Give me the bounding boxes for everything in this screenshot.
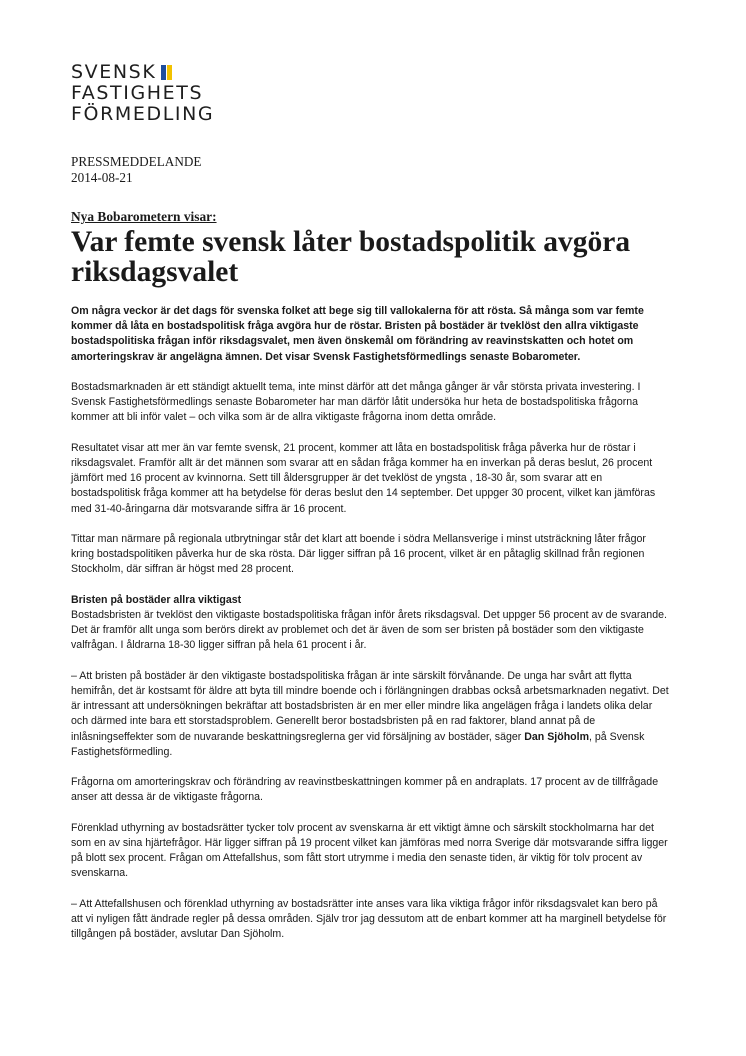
quote-text: – Att bristen på bostäder är den viktigaste bostadspolitiska frågan är inte särskilt förvånande. De unga har svårt att flytta hemifrån, det är kostsamt för äldre att byta till mindre boende och i förlängningen drabbas också arbetsmarknaden negativt. Det är intressant att undersökningen bekräftar att bostadsbristen är en mer eller mindre lika angelägen fråga i landets olika delar och därmed inte bara ett storstadsproblem. Generellt beror bostadsbristen på en rad faktorer, bland annat på de inlåsningseffekter som de nuvarande beskattningsreglerna ger vid försäljning av bostäder, säger bbox=[71, 669, 669, 743]
swedish-flag-icon bbox=[161, 64, 173, 79]
release-type: PRESSMEDDELANDE bbox=[71, 154, 202, 169]
logo-line-2: FASTIGHETS bbox=[71, 82, 204, 104]
logo-line-3: FÖRMEDLING bbox=[71, 103, 215, 125]
quote-tail: , på Svensk Fastighetsförmedling. bbox=[71, 730, 645, 758]
article-body bbox=[71, 304, 671, 958]
headline: Var femte svensk låter bostadspolitik avgöra riksdagsvalet bbox=[71, 226, 631, 288]
company-logo bbox=[71, 62, 214, 125]
paragraph-3: Tittar man närmare på regionala utbrytningar står det klart att boende i södra Mellansverige i minst utsträckning låter frågor kring bostadspolitiken påverka hur de ska rösta. Där ligger siffran på 16 procent, vilket är en påtaglig skillnad från regionen Stockholm, där siffran är högst med 28 procent. bbox=[71, 533, 646, 576]
lead-paragraph: Om några veckor är det dags för svenska folket att bege sig till vallokalerna för att rösta. Så många som var femte kommer då låta en bostadspolitisk fråga avgöra hur de röstar. Bristen på bostäder är tveklöst den allra viktigaste bostadspolitiska frågan inför riksdagsvalet, men även önskemål om förändring av reavinstskatten och hotet om amorteringskrav är angelägna ämnen. Det visar Svensk Fastighetsförmedlings senaste Bobarometer. bbox=[71, 305, 644, 363]
kicker: Nya Bobarometern visar: bbox=[71, 209, 217, 224]
release-date: 2014-08-21 bbox=[71, 170, 133, 185]
section-bostadsbrist bbox=[71, 593, 671, 654]
paragraph-6: Frågorna om amorteringskrav och förändring av reavinstbeskattningen kommer på en andraplats. 17 procent av de tillfrågade anser att dessa är de viktigaste frågorna. bbox=[71, 776, 659, 804]
paragraph-8: – Att Attefallshusen och förenklad uthyrning av bostadsrätter inte anses vara lika viktiga frågor inför riksdagsvalet kan bero på att vi nyligen fått ändrade regler på dessa områden. Själv tror jag dessutom att de enbart kommer att ha marginell betydelse för tillgången på bostäder, avslutar Dan Sjöholm. bbox=[71, 897, 667, 941]
paragraph-4: Bostadsbristen är tveklöst den viktigaste bostadspolitiska frågan inför årets riksdagsval. Det uppger 56 procent av de svarande. Det är framför allt unga som berörs direkt av problemet och det är även de som ser bristen på bostäder som den viktigaste valfrågan. I åldrarna 18-30 ligger siffran på hela 61 procent i år. bbox=[71, 609, 667, 652]
spokesperson-name: Dan Sjöholm bbox=[524, 730, 590, 743]
subheading: Bristen på bostäder allra viktigast bbox=[71, 593, 242, 606]
paragraph-2: Resultatet visar att mer än var femte svensk, 21 procent, kommer att låta en bostadspolitisk fråga påverka hur de röstar i riksdagsvalet. Framför allt är det männen som svarar att en sådan fråga kommer ha en inverkan på deras beslut, 26 procent jämfört med 16 procent av kvinnorna. Sett till åldersgrupper är det tveklöst de yngsta , 18-30 år, som svarar att en bostadspolitisk fråga kommer att ha betydelse för deras beslut den 14 september. Det uppger 30 procent, vilket kan jämföras med 31-40-åringarna där motsvarande siffra är 16 procent. bbox=[71, 441, 656, 515]
paragraph-1: Bostadsmarknaden är ett ständigt aktuellt tema, inte minst därför att det många gånger är vår största privata investering. I Svensk Fastighetsförmedlings senaste Bobarometer har man därför låtit undersöka hur heta de bostadspolitiska frågorna kommer att bli inför valet – och vilka som är de allra viktigaste frågorna inom detta område. bbox=[71, 381, 641, 424]
paragraph-5 bbox=[71, 669, 671, 760]
paragraph-7: Förenklad uthyrning av bostadsrätter tycker tolv procent av svenskarna är ett viktigt ämne och särskilt stockholmarna har det som en av sina hjärtefrågor. Här ligger siffran på 19 procent vilket kan jämföras med norra Sverige där motsvarande siffra ligger på blott sex procent. Frågan om Attefallshus, som fått stort utrymme i media den senaste tiden, är viktig för tolv procent av svenskarna. bbox=[71, 821, 668, 880]
logo-line-1: SVENSK bbox=[71, 61, 157, 83]
release-meta bbox=[71, 154, 201, 186]
